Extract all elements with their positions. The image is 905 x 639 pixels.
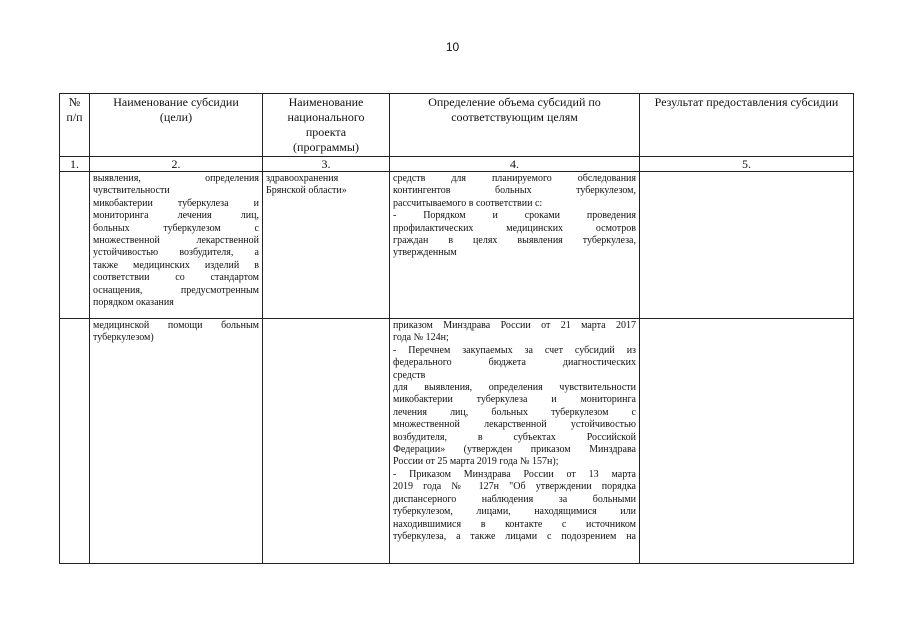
header-definition: Определение объема субсидий по соответствующим целям	[390, 94, 640, 157]
subsidy-table	[59, 93, 854, 564]
text-line: средств для планируемого обследования	[393, 173, 636, 184]
header-project: Наименование национального проекта (программы)	[263, 94, 390, 157]
text-line: рассчитываемого в соответствии с:	[393, 197, 543, 209]
text-line: туберкулезом, лицами, находящимися или	[393, 506, 636, 518]
col-number-2: 2.	[90, 157, 263, 172]
text-line: оснащения, предусмотренным	[93, 284, 259, 296]
text-line: множественной лекарственной	[93, 235, 259, 247]
header-name: Наименование субсидии (цели)	[90, 94, 263, 157]
text-line: возбудителя, в субъектах Российской	[393, 431, 636, 443]
row2-definition-cell	[390, 319, 640, 564]
table-row	[60, 319, 854, 564]
text-line: также медицинских изделий в	[93, 259, 259, 271]
text-line: выявления, определения	[93, 173, 259, 184]
row2-result-cell	[640, 319, 854, 564]
text-line: микобактерии туберкулеза и	[93, 197, 259, 209]
row2-num-cell	[60, 319, 90, 564]
header-num: № п/п	[60, 94, 90, 157]
text-line: соответствии со стандартом	[93, 272, 259, 284]
text-line: устойчивостью возбудителя, а	[93, 247, 259, 259]
text-line: туберкулеза, а также лицами с подозрением на	[393, 530, 636, 542]
text-line: средств	[393, 369, 426, 381]
text-line: года № 124н;	[393, 332, 449, 344]
text-line: России от 25 марта 2019 года № 157н);	[393, 456, 559, 468]
text-line: граждан в целях выявления туберкулеза,	[393, 235, 636, 247]
col-number-1: 1.	[60, 157, 90, 172]
text-line: чувствительности	[93, 185, 170, 197]
text-line: контингентов больных туберкулезом,	[393, 185, 636, 197]
table-row	[60, 172, 854, 319]
col-number-5: 5.	[640, 157, 854, 172]
header-result: Результат предоставления субсидии	[640, 94, 854, 157]
table-header-row	[60, 94, 854, 157]
text-line: микобактерии туберкулеза и мониторинга	[393, 394, 636, 406]
col-number-3: 3.	[263, 157, 390, 172]
text-line: профилактических медицинских осмотров	[393, 222, 636, 234]
text-line: лечения лиц, больных туберкулезом с	[393, 406, 636, 418]
text-line: медицинской помощи больным	[93, 320, 259, 331]
text-line: диспансерного наблюдения за больными	[393, 493, 636, 505]
row1-name-cell	[90, 172, 263, 319]
text-line: федерального бюджета диагностических	[393, 357, 636, 369]
col-number-4: 4.	[390, 157, 640, 172]
text-line: множественной лекарственной устойчивостью	[393, 419, 636, 431]
column-number-row	[60, 157, 854, 172]
text-line: Федерации» (утвержден приказом Минздрава	[393, 444, 636, 456]
text-line: мониторинга лечения лиц,	[93, 210, 259, 222]
text-line: для выявления, определения чувствительности	[393, 382, 636, 394]
row1-project-cell	[263, 172, 390, 319]
row1-definition-cell	[390, 172, 640, 319]
text-line: порядком оказания	[93, 297, 174, 309]
row1-num-cell	[60, 172, 90, 319]
text-line: приказом Минздрава России от 21 марта 2017	[393, 320, 636, 331]
text-line: - Приказом Минздрава России от 13 марта	[393, 468, 636, 480]
text-line: здравоохранения	[266, 173, 339, 184]
text-line: больных туберкулезом с	[93, 222, 259, 234]
row1-result-cell	[640, 172, 854, 319]
row2-name-cell	[90, 319, 263, 564]
page-number: 10	[445, 40, 460, 54]
text-line: туберкулезом)	[93, 332, 154, 344]
text-line: 2019 года № 127н "Об утверждении порядка	[393, 481, 636, 493]
text-line: - Перечнем закупаемых за счет субсидий из	[393, 344, 636, 356]
text-line: - Порядком и сроками проведения	[393, 210, 636, 222]
text-line: Брянской области»	[266, 185, 347, 197]
text-line: утвержденным	[393, 247, 457, 259]
text-line: находившимися в контакте с источником	[393, 518, 636, 530]
row2-project-cell	[263, 319, 390, 564]
